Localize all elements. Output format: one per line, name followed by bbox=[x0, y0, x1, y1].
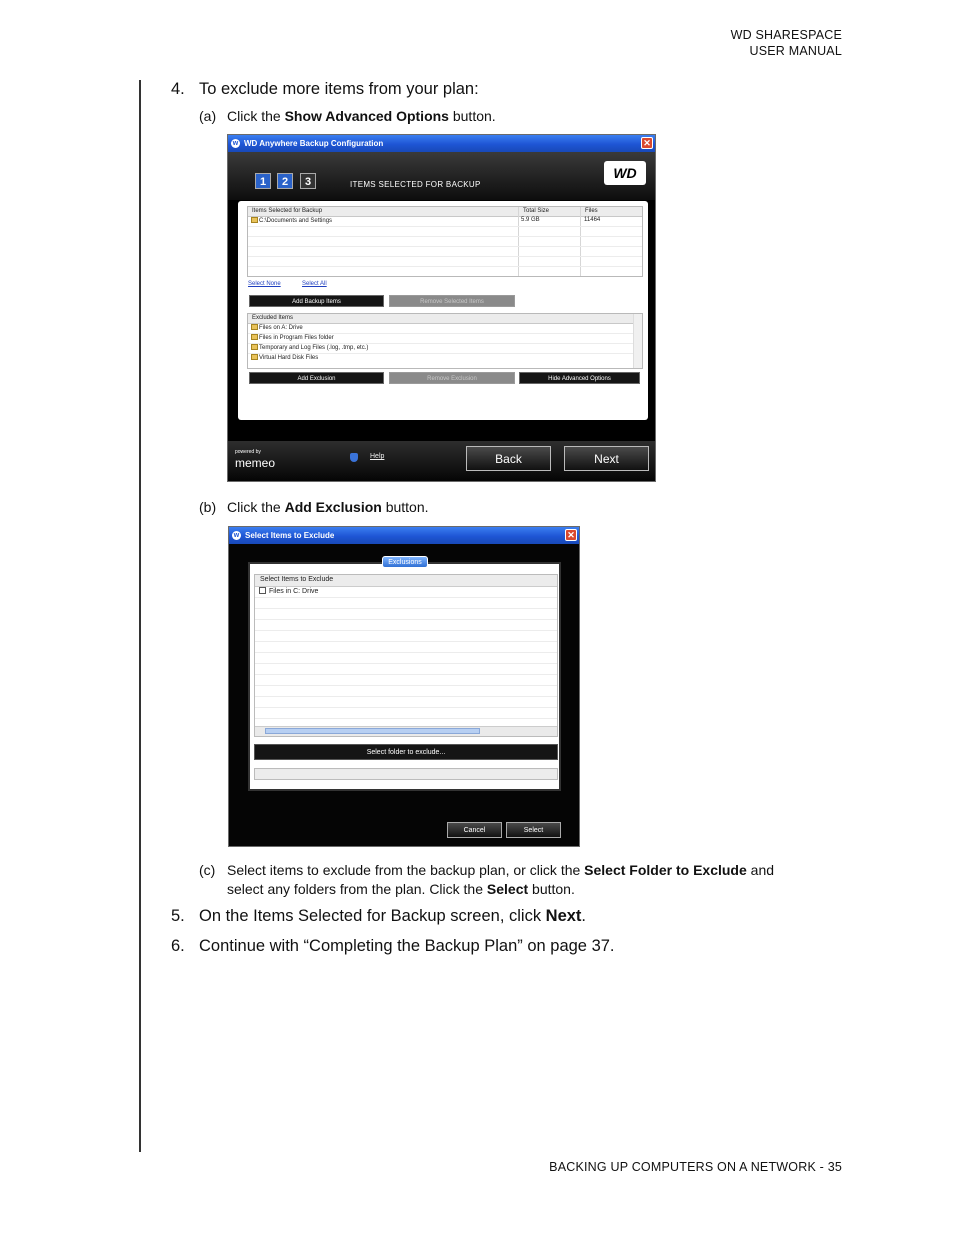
wd-logo: WD bbox=[604, 161, 646, 185]
substep-a bbox=[199, 108, 496, 124]
substep-c-label: (c) bbox=[199, 862, 216, 878]
shield-icon bbox=[350, 453, 358, 462]
substep-c-line2-bold: Select bbox=[486, 881, 529, 897]
next-button[interactable]: Next bbox=[564, 446, 649, 471]
backup-items-panel bbox=[238, 201, 648, 420]
step-6-number: 6. bbox=[171, 937, 185, 955]
powered-by-text: powered by bbox=[235, 449, 261, 455]
window-titlebar bbox=[228, 135, 655, 152]
excluded-header-text: Excluded Items bbox=[252, 315, 294, 321]
page-footer: BACKING UP COMPUTERS ON A NETWORK - 35 bbox=[549, 1160, 842, 1174]
select-button[interactable]: Select bbox=[506, 822, 561, 838]
backup-configuration-window bbox=[227, 134, 656, 482]
substep-c-line2-pre: select any folders from the plan. Click the bbox=[227, 881, 487, 897]
excluded-scrollbar[interactable] bbox=[633, 314, 642, 368]
exclusions-panel bbox=[248, 562, 561, 791]
list-item[interactable] bbox=[251, 334, 334, 341]
horizontal-scrollbar[interactable] bbox=[255, 726, 557, 736]
select-items-window bbox=[228, 526, 580, 847]
window-title: WD Anywhere Backup Configuration bbox=[244, 139, 384, 148]
step-5-number: 5. bbox=[171, 907, 185, 925]
folder-icon bbox=[251, 334, 258, 340]
substep-b-bold: Add Exclusion bbox=[284, 499, 382, 515]
window-titlebar bbox=[229, 527, 579, 544]
memeo-logo bbox=[235, 449, 275, 470]
scroll-thumb[interactable] bbox=[265, 728, 480, 734]
list-item[interactable] bbox=[251, 354, 318, 361]
excluded-table-header bbox=[248, 314, 642, 324]
list-item[interactable] bbox=[251, 344, 368, 351]
substep-b bbox=[199, 499, 429, 515]
step-4-number: 4. bbox=[171, 80, 185, 98]
select-all-link[interactable]: Select All bbox=[302, 281, 327, 287]
step-4 bbox=[171, 80, 479, 99]
wizard-step-3[interactable]: 3 bbox=[300, 173, 316, 189]
excluded-items-table bbox=[247, 313, 643, 369]
help-link[interactable]: Help bbox=[370, 453, 385, 460]
step-6-text: Continue with “Completing the Backup Plan” on page 37. bbox=[199, 937, 615, 955]
step-6 bbox=[171, 937, 615, 956]
manual-header-title: WD SHARESPACE bbox=[730, 28, 842, 42]
substep-c-pre: Select items to exclude from the backup plan, or click the bbox=[227, 862, 585, 878]
wizard-step-1[interactable]: 1 bbox=[255, 173, 271, 189]
remove-exclusion-button[interactable]: Remove Exclusion bbox=[389, 372, 515, 384]
step-4-text: To exclude more items from your plan: bbox=[199, 80, 479, 98]
included-item-path: C:\Documents and Settings bbox=[259, 218, 333, 224]
back-button[interactable]: Back bbox=[466, 446, 551, 471]
selected-path-field[interactable] bbox=[254, 768, 558, 780]
list-item[interactable] bbox=[259, 587, 318, 595]
exclude-items-list bbox=[254, 574, 558, 737]
substep-c-line1 bbox=[199, 862, 774, 878]
substep-a-label: (a) bbox=[199, 108, 217, 124]
exclude-item-label: Files in C: Drive bbox=[269, 588, 319, 595]
checkbox[interactable] bbox=[259, 587, 266, 594]
included-item-files: 11464 bbox=[584, 217, 601, 223]
wizard-step-2[interactable]: 2 bbox=[277, 173, 293, 189]
substep-b-label: (b) bbox=[199, 499, 217, 515]
close-icon[interactable]: ✕ bbox=[565, 529, 577, 541]
left-margin-rule bbox=[139, 80, 141, 1152]
file-icon bbox=[251, 344, 258, 350]
column-header-files: Files bbox=[585, 208, 598, 214]
select-none-link[interactable]: Select None bbox=[248, 281, 281, 287]
substep-a-pre: Click the bbox=[227, 108, 285, 124]
excluded-item-label: Files in Program Files folder bbox=[259, 335, 334, 341]
included-items-table bbox=[247, 206, 643, 277]
hide-advanced-options-button[interactable]: Hide Advanced Options bbox=[519, 372, 640, 384]
step-5 bbox=[171, 907, 586, 926]
tab-exclusions[interactable]: Exclusions bbox=[382, 556, 428, 568]
substep-a-post: button. bbox=[448, 108, 496, 124]
wizard-heading: ITEMS SELECTED FOR BACKUP bbox=[350, 180, 481, 189]
step-5-pre: On the Items Selected for Backup screen, click bbox=[199, 907, 546, 925]
column-header-size: Total Size bbox=[523, 208, 550, 214]
excluded-item-label: Files on A: Drive bbox=[259, 325, 303, 331]
memeo-brand: memeo bbox=[235, 456, 276, 470]
wd-app-icon: w bbox=[233, 532, 240, 539]
excluded-item-label: Virtual Hard Disk Files bbox=[259, 355, 319, 361]
substep-c-bold: Select Folder to Exclude bbox=[584, 862, 747, 878]
list-item[interactable] bbox=[251, 324, 303, 331]
column-header-items: Items Selected for Backup bbox=[252, 208, 323, 214]
step-5-bold: Next bbox=[545, 907, 582, 925]
substep-a-bold: Show Advanced Options bbox=[284, 108, 449, 124]
manual-header-subtitle: USER MANUAL bbox=[749, 44, 842, 58]
wizard-footer bbox=[228, 441, 655, 481]
drive-icon bbox=[251, 324, 258, 330]
window-title: Select Items to Exclude bbox=[245, 531, 335, 540]
wd-app-icon: w bbox=[232, 140, 239, 147]
cancel-button[interactable]: Cancel bbox=[447, 822, 502, 838]
add-backup-items-button[interactable]: Add Backup Items bbox=[249, 295, 384, 307]
included-item-size: 5.9 GB bbox=[521, 217, 540, 223]
disk-icon bbox=[251, 354, 258, 360]
substep-c-line2-post: button. bbox=[528, 881, 575, 897]
substep-c-line2 bbox=[227, 881, 575, 897]
list-header-text: Select Items to Exclude bbox=[260, 576, 334, 583]
folder-icon bbox=[251, 217, 258, 223]
substep-c-post: and bbox=[746, 862, 775, 878]
remove-selected-items-button[interactable]: Remove Selected Items bbox=[389, 295, 515, 307]
add-exclusion-button[interactable]: Add Exclusion bbox=[249, 372, 384, 384]
substep-b-post: button. bbox=[381, 499, 429, 515]
select-folder-to-exclude-button[interactable]: Select folder to exclude... bbox=[254, 744, 558, 760]
step-5-post: . bbox=[581, 907, 587, 925]
excluded-item-label: Temporary and Log Files (.log, .tmp, etc.) bbox=[259, 345, 369, 351]
close-icon[interactable]: ✕ bbox=[641, 137, 653, 149]
substep-b-pre: Click the bbox=[227, 499, 285, 515]
